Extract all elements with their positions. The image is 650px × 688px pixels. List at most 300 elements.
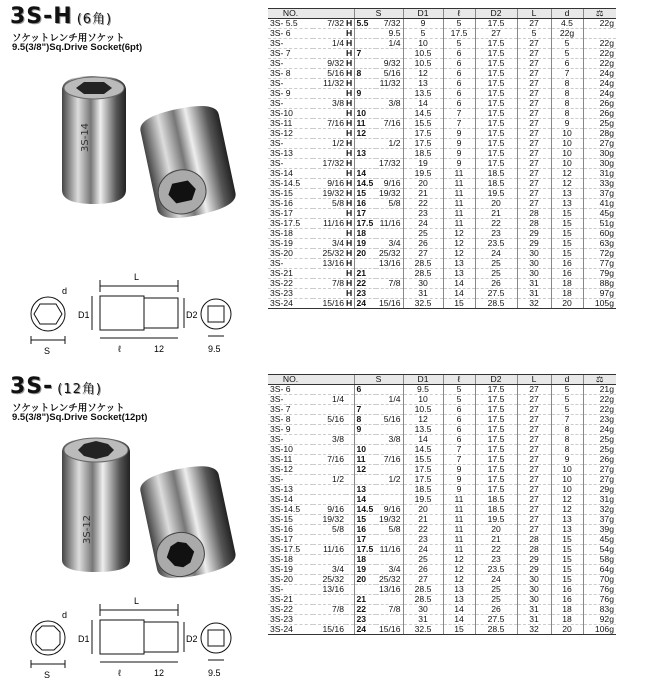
table-cell: 6 [443,405,475,415]
table-cell: 13 [443,269,475,279]
table-cell: 12 [354,129,376,139]
table-cell: 27 [517,465,551,475]
table-cell: 10 [354,445,376,455]
table-cell: 1/4 [376,39,403,49]
table-cell: 3S- 7 [268,405,313,415]
table-cell: 17.5 [475,455,517,465]
table-cell: 27 [517,395,551,405]
table-cell: 27 [517,99,551,109]
table-cell: 18.5 [475,505,517,515]
table-cell: 27 [517,425,551,435]
col-no: NO. [268,375,313,385]
table-cell: H [346,28,353,38]
table-cell [346,485,354,495]
table-row [268,19,616,29]
table-row [268,465,616,475]
table-cell: 7 [443,455,475,465]
table-cell: 28 [517,219,551,229]
table-cell: 3S- 7 [268,49,313,59]
table-cell: 5 [443,385,475,395]
table-cell: 25 [403,555,443,565]
table-cell: 3S- [268,395,313,405]
table-cell: 18.5 [475,169,517,179]
table-cell: H [346,288,353,298]
table-cell: 83g [583,605,616,615]
col-l: ℓ [443,9,475,19]
table-cell: 13/16 [313,259,346,269]
table-cell: 17.5 [475,445,517,455]
table-cell: 39g [583,525,616,535]
table-cell: 20 [551,299,583,309]
product-title: 3S- (12角) [10,374,102,399]
table-cell: 27 [517,129,551,139]
table-cell: 30 [517,575,551,585]
table-cell: 21g [583,385,616,395]
table-row [268,525,616,535]
table-cell: 8 [551,425,583,435]
table-row [268,585,616,595]
table-cell [354,59,376,69]
table-cell: 3S-24 [268,299,313,309]
table-cell: 58g [583,555,616,565]
table-cell: 30g [583,159,616,169]
table-cell: 3S- 8 [268,69,313,79]
table-cell: 3S-22 [268,605,313,615]
table-row [268,159,616,169]
table-cell: 54g [583,545,616,555]
table-row [268,79,616,89]
table-cell: 76g [583,585,616,595]
col-d1: D1 [403,9,443,19]
table-cell: 5/16 [376,69,403,79]
table-row [268,259,616,269]
table-cell: 21 [354,269,376,279]
table-cell: 15 [551,229,583,239]
table-cell: 12 [551,505,583,515]
table-cell: 25/32 [376,249,403,259]
table-row [268,485,616,495]
table-cell: H [346,158,353,168]
table-cell [346,475,354,485]
table-cell: 8 [551,435,583,445]
table-cell: 11/32 [313,79,346,89]
table-header [268,375,616,385]
table-cell: 11 [443,209,475,219]
table-cell [376,445,403,455]
col-l: ℓ [443,375,475,385]
table-cell: 17.5 [475,465,517,475]
table-cell: 17.5 [475,385,517,395]
table-cell: 15 [551,209,583,219]
table-cell: 3S-18 [268,555,313,565]
table-cell: 9 [551,119,583,129]
table-cell: 25/32 [313,575,346,585]
table-cell: 3S-10 [268,445,313,455]
table-cell: 10 [551,485,583,495]
table-cell: 1/2 [376,475,403,485]
table-cell: 24g [583,425,616,435]
table-cell: 11 [443,199,475,209]
table-cell: 13 [403,79,443,89]
table-cell: 20 [475,525,517,535]
table-cell: 51g [583,219,616,229]
table-cell: 92g [583,615,616,625]
table-row [268,189,616,199]
table-cell: 27g [583,139,616,149]
subtitle-en: 9.5(3/8")Sq.Drive Socket(6pt) [12,42,143,53]
table-cell: 9 [551,455,583,465]
table-cell: 18 [551,615,583,625]
table-cell: 3S- 6 [268,29,313,39]
table-cell: 11 [443,525,475,535]
label-drive: 9.5 [208,344,221,354]
table-cell: 19.5 [475,515,517,525]
table-cell: 31g [583,169,616,179]
table-cell: 12 [551,179,583,189]
table-cell [376,425,403,435]
table-cell: 17.5 [475,49,517,59]
table-cell: 11/16 [313,219,346,229]
table-cell: 5.5 [354,19,376,29]
table-cell: 27 [517,525,551,535]
table-cell: 27 [517,49,551,59]
table-cell: 3S-12 [268,465,313,475]
table-cell: 27.5 [475,615,517,625]
table-cell: 5/16 [313,69,346,79]
table-cell [354,475,376,485]
table-cell: 9/16 [313,505,346,515]
table-cell: 22 [354,279,376,289]
table-cell: 15 [551,219,583,229]
table-cell: H [346,138,353,148]
table-cell: 17.5 [475,485,517,495]
table-cell: 19/32 [376,515,403,525]
table-row [268,69,616,79]
col-blank [313,9,346,19]
table-cell: 11 [443,505,475,515]
table-cell: 13.5 [403,425,443,435]
table-cell: H [346,208,353,218]
table-cell: 22 [403,525,443,535]
table-cell: 26g [583,455,616,465]
table-cell: 13 [354,485,376,495]
table-cell: 27 [517,505,551,515]
table-cell: 13 [354,149,376,159]
table-cell: H [346,238,353,248]
table-row [268,99,616,109]
col-weight: ⚖ [583,9,616,19]
table-cell: 11/16 [376,219,403,229]
table-cell: H [346,178,353,188]
table-cell: H [346,218,353,228]
table-cell: 9 [403,19,443,29]
table-cell: 23 [354,615,376,625]
table-cell: 25g [583,435,616,445]
table-cell: 12 [551,169,583,179]
table-cell [346,575,354,585]
table-cell: 20 [354,249,376,259]
table-cell: 18 [551,289,583,299]
table-cell: 30 [517,585,551,595]
table-cell: 11/16 [376,545,403,555]
table-row [268,515,616,525]
table-cell: 9/16 [376,179,403,189]
table-cell: 32.5 [403,625,443,635]
table-cell: 3S-11 [268,119,313,129]
table-cell: H [346,128,353,138]
table-cell: 3S- [268,99,313,109]
table-cell: H [346,148,353,158]
table-cell: 17.5 [475,415,517,425]
table-cell: 8 [551,79,583,89]
table-cell: 17.5 [403,129,443,139]
table-cell [313,229,346,239]
table-cell: 23.5 [475,565,517,575]
table-cell: 16 [551,269,583,279]
table-cell: 15 [443,625,475,635]
table-cell: 27.5 [475,289,517,299]
table-cell: 12 [443,555,475,565]
table-cell: 3S-15 [268,515,313,525]
table-cell: 1/2 [313,475,346,485]
table-row [268,625,616,635]
table-cell: 27 [517,495,551,505]
table-cell: 5 [443,395,475,405]
table-row [268,405,616,415]
table-cell: 6 [443,89,475,99]
table-cell: 6 [443,79,475,89]
table-row [268,615,616,625]
table-cell: 17.5 [475,79,517,89]
table-cell: 15/16 [313,625,346,635]
table-cell: 10 [403,395,443,405]
table-cell [376,209,403,219]
table-cell: 14.5 [403,445,443,455]
table-cell: 21 [403,189,443,199]
table-cell: 33g [583,179,616,189]
table-cell: 5 [403,29,443,39]
table-cell: 14 [403,435,443,445]
table-cell: 17 [354,535,376,545]
table-cell [313,425,346,435]
table-cell: 19.5 [403,495,443,505]
socket-photo [40,62,265,222]
table-cell: 18.5 [403,485,443,495]
table-cell: 19 [354,239,376,249]
table-cell: 27 [517,19,551,29]
label-12: 12 [154,344,165,354]
table-cell: 15 [551,249,583,259]
table-cell: 29 [517,229,551,239]
table-cell [354,585,376,595]
table-cell: 3/4 [376,239,403,249]
table-cell: 11/16 [313,545,346,555]
table-cell: 10.5 [403,405,443,415]
table-cell [354,39,376,49]
table-cell: 27 [517,139,551,149]
table-cell: 28 [517,535,551,545]
table-cell: 1/4 [313,39,346,49]
table-cell: H [346,298,353,308]
table-cell: 19.5 [403,169,443,179]
table-cell: 24g [583,69,616,79]
table-cell: H [346,78,353,88]
table-cell: 6 [443,99,475,109]
table-cell: 27 [517,515,551,525]
table-row [268,149,616,159]
table-cell: 3S-23 [268,289,313,299]
table-row [268,109,616,119]
table-cell: 1/2 [376,139,403,149]
table-cell [346,445,354,455]
table-cell: 14.5 [354,505,376,515]
table-cell: 14 [403,99,443,109]
table-cell: 5/16 [313,415,346,425]
table-cell [346,545,354,555]
table-cell: 7/32 [376,19,403,29]
table-cell: 3S-17.5 [268,545,313,555]
table-cell: H [346,18,353,28]
table-cell: 26g [583,99,616,109]
table-cell: 9 [443,129,475,139]
table-cell: 27 [517,485,551,495]
table-cell [313,445,346,455]
table-cell: 6 [443,49,475,59]
table-cell: 6 [443,59,475,69]
table-cell: 25/32 [313,249,346,259]
table-cell: 3S-15 [268,189,313,199]
table-cell [376,405,403,415]
table-cell [346,585,354,595]
table-cell: 7 [443,119,475,129]
table-cell: 9 [354,425,376,435]
table-cell: 32 [517,299,551,309]
table-cell: 3S-21 [268,269,313,279]
table-cell: 28 [517,209,551,219]
table-cell: 24 [403,545,443,555]
table-cell: 6 [354,385,376,395]
label-L: L [134,272,140,282]
col-L: L [517,9,551,19]
table-cell: 27 [517,109,551,119]
table-cell [313,289,346,299]
table-cell: 15/16 [313,299,346,309]
table-cell: 3S-11 [268,455,313,465]
table-cell: 10 [551,149,583,159]
table-cell: 1/4 [313,395,346,405]
table-cell: 23g [583,415,616,425]
table-cell: 6 [443,425,475,435]
table-cell: 6 [443,69,475,79]
table-row [268,279,616,289]
table-cell: 7/16 [313,119,346,129]
table-cell: 9 [443,139,475,149]
table-cell: 3S- [268,59,313,69]
table-cell: 22g [583,405,616,415]
table-cell: 8 [551,89,583,99]
table-cell: 3S-17.5 [268,219,313,229]
table-cell: 9/16 [376,505,403,515]
table-cell: 27 [517,59,551,69]
table-cell: 3S- [268,79,313,89]
table-row [268,219,616,229]
table-cell: 3/8 [313,435,346,445]
table-cell: 27 [517,169,551,179]
table-cell: 14 [443,279,475,289]
table-cell: 17.5 [475,475,517,485]
table-row [268,39,616,49]
col-d: d [551,375,583,385]
product-title: 3S-H (6角) [10,4,113,29]
table-row [268,455,616,465]
table-cell: 22g [551,29,583,39]
table-cell: 27g [583,475,616,485]
table-cell: 22g [583,395,616,405]
table-cell: 41g [583,199,616,209]
table-cell: 24g [583,89,616,99]
table-cell: 27 [517,435,551,445]
table-cell [346,615,354,625]
table-cell: 11 [443,179,475,189]
table-cell: 18 [551,605,583,615]
table-row [268,555,616,565]
table-cell: 17.5 [475,69,517,79]
table-cell: 15/16 [376,299,403,309]
col-blank [346,9,354,19]
table-cell [583,29,616,39]
table-cell: 14.5 [403,109,443,119]
col-d1: D1 [403,375,443,385]
table-cell: 3/8 [376,435,403,445]
col-d2: D2 [475,375,517,385]
table-cell: 3S- [268,435,313,445]
table-cell: 13 [443,585,475,595]
table-cell: 1/4 [376,395,403,405]
table-row [268,575,616,585]
table-cell: 12 [403,415,443,425]
table-row [268,385,616,395]
table-cell: 21 [354,595,376,605]
table-cell: 10 [551,129,583,139]
table-cell: 3S- 8 [268,415,313,425]
table-cell: 31 [517,605,551,615]
table-cell: 3S- 9 [268,425,313,435]
table-cell: 7/16 [376,119,403,129]
table-cell: 3S- [268,159,313,169]
label-12: 12 [154,668,165,678]
table-cell: 28.5 [403,585,443,595]
table-cell: 15 [551,575,583,585]
table-cell: 9.5 [376,29,403,39]
table-cell: 3S-24 [268,625,313,635]
col-weight: ⚖ [583,375,616,385]
table-cell: 15.5 [403,455,443,465]
table-cell: 3S-16 [268,199,313,209]
table-row [268,445,616,455]
table-cell: 10 [354,109,376,119]
table-cell: 15 [354,189,376,199]
table-cell: 26 [475,279,517,289]
table-cell [354,435,376,445]
table-cell: 7/16 [313,455,346,465]
table-cell [354,79,376,89]
table-row [268,425,616,435]
table-row [268,209,616,219]
table-cell: 25 [475,259,517,269]
table-cell [354,29,376,39]
table-cell: 3/4 [376,565,403,575]
table-cell: 7 [443,109,475,119]
